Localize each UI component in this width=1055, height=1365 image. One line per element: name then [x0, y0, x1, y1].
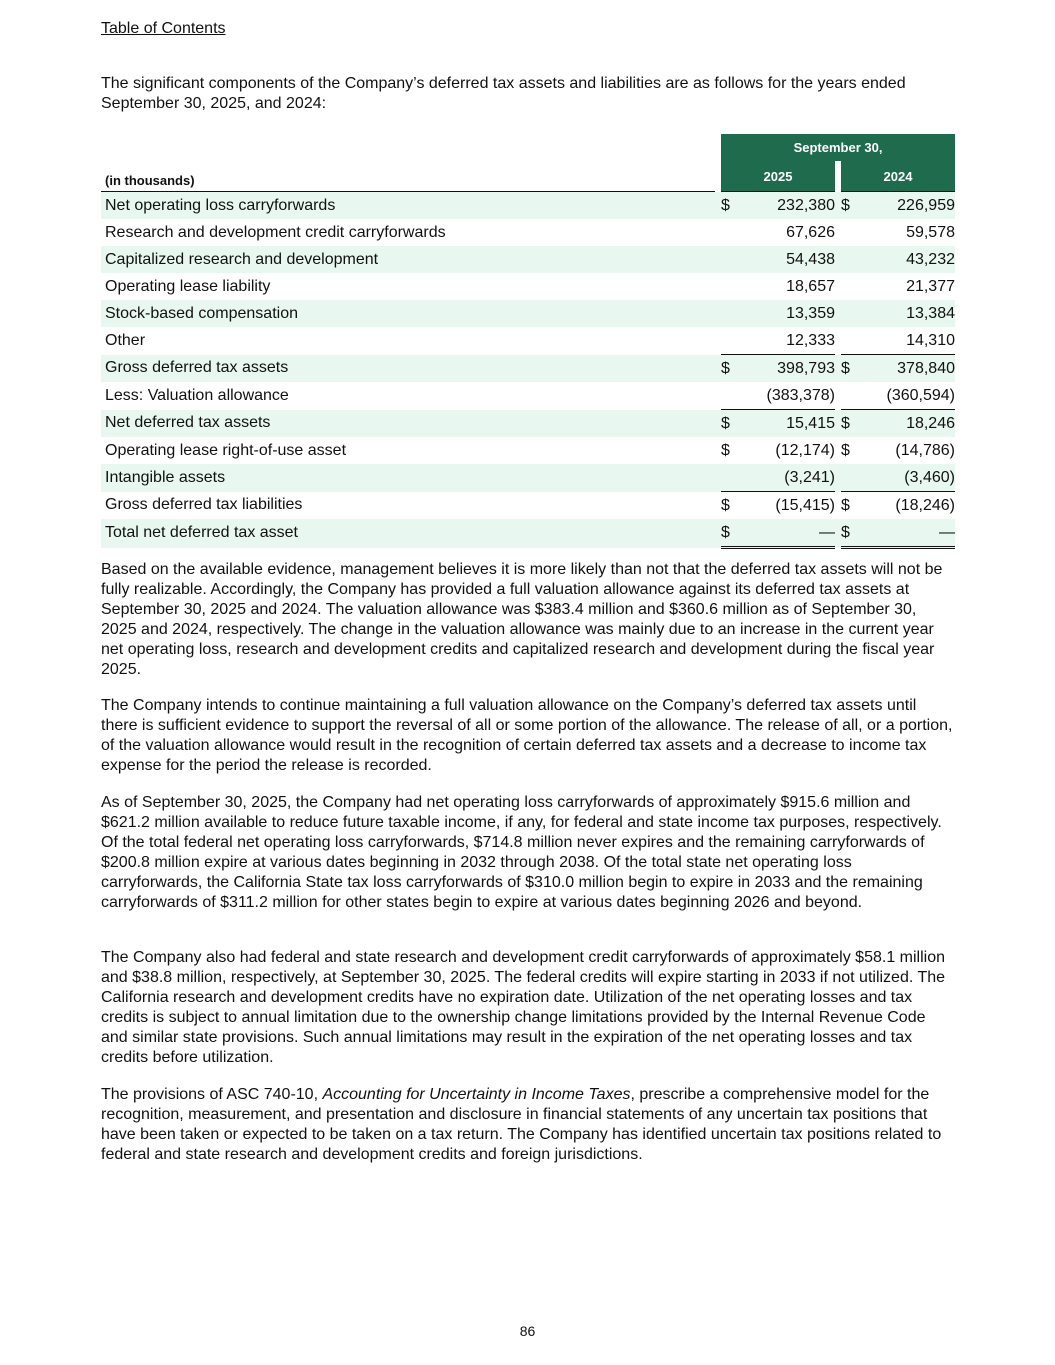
row-label: Operating lease right-of-use asset	[105, 441, 347, 459]
row-label: Other	[105, 331, 146, 349]
row-label: Total net deferred tax asset	[101, 519, 715, 548]
currency-2025	[721, 327, 739, 355]
value-2024: (14,786)	[895, 441, 955, 459]
table-row	[101, 273, 955, 300]
paragraph-nol-carryforwards: As of September 30, 2025, the Company had net operating loss carryforwards of approximately $915.6 million and $621.2 million available to reduce future taxable income, if any, for federal and state income tax purposes, respectively. Of the total federal net operating loss carryforwards, $714.8 million never expires and the remaining carryforwards of $200.8 million expire at various dates beginning in 2032 through 2038. Of the total state net operating loss carryforwards, the California State tax loss carryforwards of $310.0 million begin to expire in 2033 and the remaining carryforwards of $311.2 million for other states begin to expire at various dates beginning 2026 and beyond.	[101, 794, 942, 911]
period-header: September 30,	[721, 134, 955, 161]
value-2025: (15,415)	[775, 496, 835, 514]
currency-2025	[721, 300, 739, 327]
currency-2024	[841, 273, 859, 300]
row-label: Capitalized research and development	[101, 246, 715, 273]
value-2025: (12,174)	[775, 441, 835, 459]
row-label: Less: Valuation allowance	[105, 386, 289, 404]
value-2025: 18,657	[786, 277, 835, 295]
paragraph-asc-740	[101, 1085, 955, 1165]
table-row	[101, 382, 955, 410]
currency-2025: $	[721, 441, 730, 459]
row-label: Net deferred tax assets	[101, 410, 715, 438]
currency-2025: $	[721, 496, 730, 514]
asc-text-italic: Accounting for Uncertainty in Income Taxes	[322, 1086, 631, 1103]
value-2024: 14,310	[859, 327, 955, 355]
row-label: Gross deferred tax assets	[101, 355, 715, 383]
currency-2024: $	[841, 410, 859, 438]
currency-2025	[721, 219, 739, 246]
row-label: Stock-based compensation	[101, 300, 715, 327]
table-row	[101, 192, 955, 220]
currency-2024	[841, 246, 859, 273]
asc-text-pre: The provisions of ASC 740-10,	[101, 1086, 323, 1103]
row-label: Operating lease liability	[105, 277, 271, 295]
table-row	[101, 492, 955, 520]
value-2025: 12,333	[739, 327, 835, 355]
value-2024: 59,578	[906, 223, 955, 241]
currency-2025	[721, 246, 739, 273]
table-year-header-row	[101, 161, 955, 192]
paragraph-valuation-allowance: Based on the available evidence, management believes it is more likely than not that the deferred tax assets will not be fully realizable. Accordingly, the Company has provided a full valuation allowance against its deferred tax assets at September 30, 2025 and 2024. The valuation allowance was $383.4 million and $360.6 million as of September 30, 2025 and 2024, respectively. The change in the valuation allowance was mainly due to an increase in the current year net operating loss, research and development credits and capitalized research and development during the fiscal year 2025.	[101, 561, 943, 678]
row-label: Gross deferred tax liabilities	[105, 496, 303, 514]
value-2025: 232,380	[739, 192, 835, 220]
currency-2024: $	[841, 496, 850, 514]
value-2024: 18,246	[859, 410, 955, 438]
row-label: Net operating loss carryforwards	[101, 192, 715, 220]
currency-2024: $	[841, 441, 850, 459]
currency-2024	[841, 219, 859, 246]
currency-2024	[841, 300, 859, 327]
table-of-contents-link[interactable]: Table of Contents	[101, 20, 226, 37]
paragraph-full-valuation: The Company intends to continue maintaining a full valuation allowance on the Company’s deferred tax assets until there is sufficient evidence to support the reversal of all or some portion of the allowance. The release of all, or a portion, of the valuation allowance would result in the recognition of certain deferred tax assets and a decrease to income tax expense for the period the release is recorded.	[101, 697, 953, 774]
year-header-2025: 2025	[721, 161, 835, 192]
currency-2025: $	[721, 519, 739, 548]
value-2024: 13,384	[859, 300, 955, 327]
currency-2025	[721, 464, 739, 492]
currency-2024: $	[841, 192, 859, 220]
currency-2025	[721, 273, 739, 300]
table-row	[101, 410, 955, 438]
value-2025: —	[739, 519, 835, 548]
value-2025: (383,378)	[739, 382, 835, 410]
table-row	[101, 327, 955, 355]
paragraph-rd-credits: The Company also had federal and state research and development credit carryforwards of approximately $58.1 million and $38.8 million, respectively, at September 30, 2025. The federal credits will expire starting in 2033 if not utilized. The California research and development credits have no expiration date. Utilization of the net operating losses and tax credits is subject to annual limitation due to the ownership change limitations provided by the Internal Revenue Code and similar state provisions. Such annual limitations may result in the expiration of the net operating losses and tax credits before utilization.	[101, 949, 946, 1066]
asc-text-post: , prescribe a comprehensive model for the recognition, measurement, and presentation and disclosure in financial statements of any uncertain tax positions that have been taken or expected to be taken on a tax return. The Company has identified uncertain tax positions related to federal and state research and development credits and foreign jurisdictions.	[101, 1086, 942, 1163]
currency-2024: $	[841, 519, 859, 548]
table-row	[101, 219, 955, 246]
currency-2024	[841, 382, 859, 410]
value-2024: (360,594)	[859, 382, 955, 410]
currency-2025: $	[721, 410, 739, 438]
currency-2024: $	[841, 355, 859, 383]
table-row	[101, 246, 955, 273]
currency-2024	[841, 464, 859, 492]
value-2024: 43,232	[859, 246, 955, 273]
value-2025: 54,438	[739, 246, 835, 273]
deferred-tax-table	[101, 134, 955, 549]
table-row	[101, 300, 955, 327]
value-2024: 21,377	[906, 277, 955, 295]
value-2025: 67,626	[786, 223, 835, 241]
table-period-header-row	[101, 134, 955, 161]
value-2025: 398,793	[739, 355, 835, 383]
value-2024: 378,840	[859, 355, 955, 383]
table-row	[101, 519, 955, 548]
currency-2025: $	[721, 355, 739, 383]
table-row	[101, 355, 955, 383]
currency-2024	[841, 327, 859, 355]
page-number: 86	[519, 1323, 536, 1339]
intro-paragraph: The significant components of the Company’s deferred tax assets and liabilities are as follows for the years ended September 30, 2025, and 2024:	[101, 75, 906, 112]
row-label: Intangible assets	[101, 464, 715, 492]
value-2024: (18,246)	[895, 496, 955, 514]
currency-2025	[721, 382, 739, 410]
currency-2025: $	[721, 192, 739, 220]
table-row	[101, 464, 955, 492]
value-2025: (3,241)	[739, 464, 835, 492]
value-2024: —	[859, 519, 955, 548]
value-2025: 15,415	[739, 410, 835, 438]
row-label: Research and development credit carryforwards	[105, 223, 446, 241]
table-row	[101, 437, 955, 464]
value-2024: 226,959	[859, 192, 955, 220]
value-2024: (3,460)	[859, 464, 955, 492]
year-header-2024: 2024	[841, 161, 955, 192]
units-label: (in thousands)	[101, 161, 715, 192]
value-2025: 13,359	[739, 300, 835, 327]
